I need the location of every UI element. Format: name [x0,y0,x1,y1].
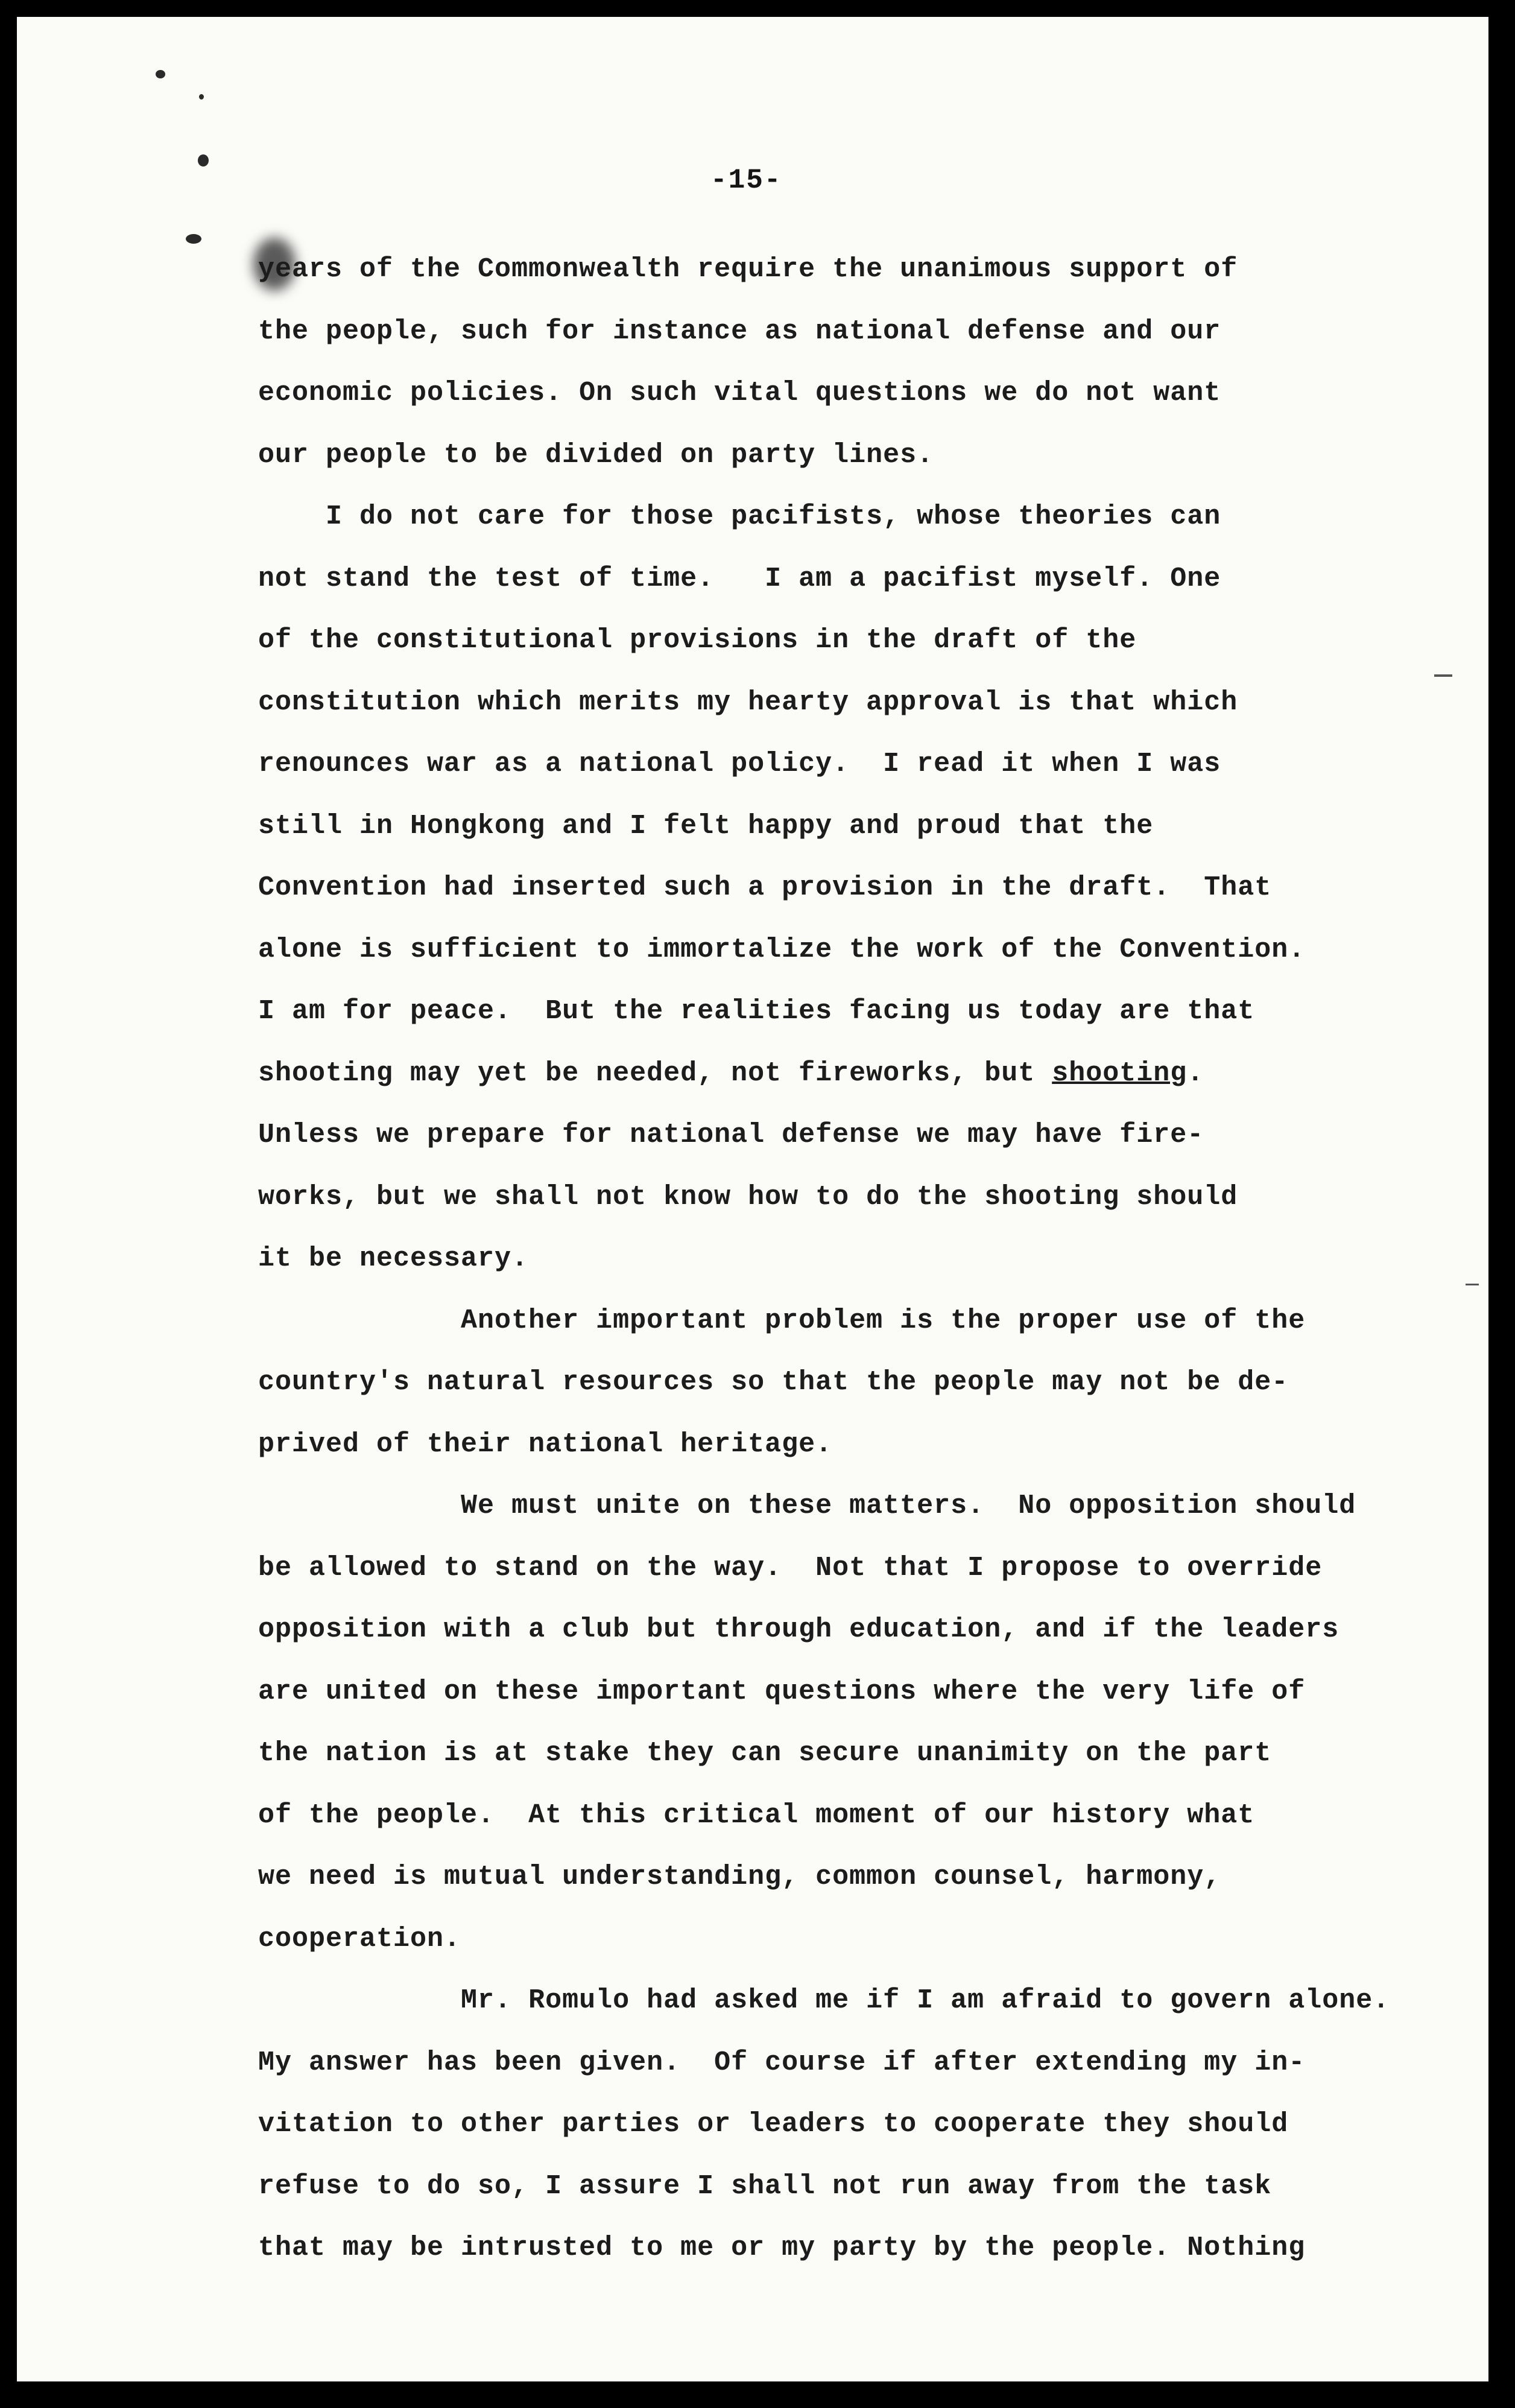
text-line: be allowed to stand on the way. Not that I propose to override [258,1552,1323,1583]
text-line: the people, such for instance as national defense and our [258,315,1221,347]
text-line: are united on these important questions where the very life of [258,1676,1306,1707]
ink-speck [156,70,165,78]
ink-speck [199,94,204,100]
text-line: not stand the test of time. I am a pacifist myself. One [258,563,1221,594]
page-number: -15- [710,165,782,196]
text-line: alone is sufficient to immortalize the work of the Convention. [258,934,1306,965]
text-line: still in Hongkong and I felt happy and proud that the [258,810,1154,841]
text-line-start: shooting may yet be needed, not fireworks, but [258,1057,1052,1089]
text-line: Another important problem is the proper use of the [258,1305,1306,1336]
text-line: economic policies. On such vital questions we do not want [258,378,1221,408]
text-line: My answer has been given. Of course if after extending my in- [258,2047,1306,2078]
text-line: vitation to other parties or leaders to cooperate they should [258,2109,1289,2140]
text-line: I am for peace. But the realities facing us today are that [258,996,1255,1027]
text-line: opposition with a club but through education, and if the leaders [258,1614,1339,1645]
text-line: Mr. Romulo had asked me if I am afraid to govern alone. [258,1985,1390,2016]
text-line: Convention had inserted such a provision in the draft. That [258,872,1272,903]
text-line: I do not care for those pacifists, whose theories can [258,501,1221,532]
text-line: the nation is at stake they can secure unanimity on the part [258,1738,1272,1769]
text-line: refuse to do so, I assure I shall not run away from the task [258,2170,1272,2202]
text-line: cooperation. [258,1923,461,1954]
text-line: We must unite on these matters. No opposition should [258,1491,1356,1521]
text-line: it be necessary. [258,1243,529,1274]
line-end-punctuation: . [1187,1057,1204,1089]
text-line: years of the Commonwealth require the unanimous support of [258,254,1238,285]
text-line: Unless we prepare for national defense we may have fire- [258,1120,1204,1150]
body-text [258,239,1464,2280]
text-line: works, but we shall not know how to do the shooting should [258,1181,1238,1212]
text-line: prived of their national heritage. [258,1428,833,1460]
text-line: of the constitutional provisions in the draft of the [258,625,1137,656]
text-line: we need is mutual understanding, common counsel, harmony, [258,1861,1221,1892]
text-line: constitution which merits my hearty approval is that which [258,686,1238,718]
text-line: of the people. At this critical moment of our history what [258,1799,1255,1831]
underlined-word: shooting [1052,1057,1188,1089]
text-line: country's natural resources so that the people may not be de- [258,1367,1289,1398]
margin-mark [1466,1284,1479,1285]
ink-speck [186,234,201,244]
document-page [17,17,1488,2381]
ink-speck [198,154,209,166]
text-line [258,1043,1464,1105]
text-line: that may be intrusted to me or my party by the people. Nothing [258,2232,1306,2263]
text-line: renounces war as a national policy. I read it when I was [258,749,1221,779]
text-line: our people to be divided on party lines. [258,439,934,471]
